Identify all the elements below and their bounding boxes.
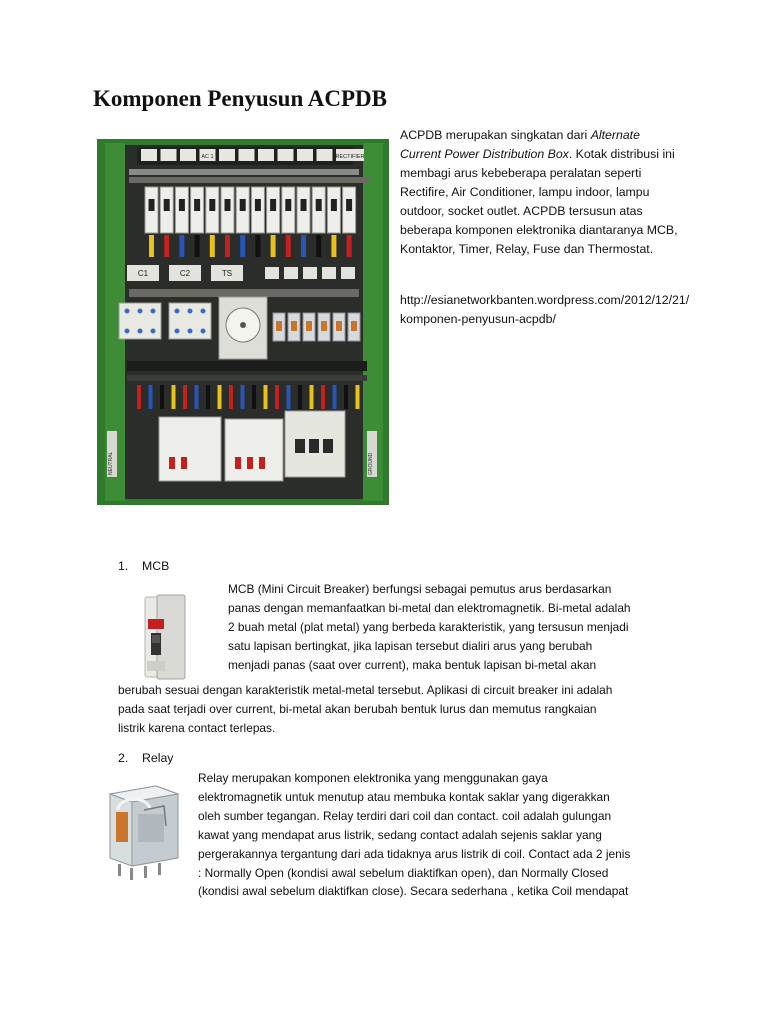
wire bbox=[195, 385, 199, 409]
panel-side-label-right: GROUND bbox=[368, 452, 374, 475]
mcb-paragraph-full bbox=[118, 681, 612, 738]
section-heading-mcb bbox=[118, 559, 169, 573]
wire bbox=[356, 385, 360, 409]
wire bbox=[240, 235, 245, 257]
source-url[interactable]: http://esianetworkbanten.wordpress.com/2012/12/21/komponen-penyusun-acpdb/ bbox=[400, 293, 690, 326]
panel-label-text: C2 bbox=[179, 269, 191, 278]
wire bbox=[225, 235, 230, 257]
relay-coil bbox=[276, 321, 282, 331]
wire bbox=[210, 235, 215, 257]
acpdb-panel-illustration bbox=[97, 139, 389, 505]
mcb-toggle bbox=[194, 199, 200, 211]
wire bbox=[179, 235, 184, 257]
panel-label-plate bbox=[278, 149, 294, 161]
paragraph-line: panas dengan memanfaatkan bi-metal dan elektromagnetik. Bi-metal adalah bbox=[228, 600, 631, 615]
panel-label-plate bbox=[141, 149, 157, 161]
relay-coil bbox=[321, 321, 327, 331]
wire bbox=[310, 385, 314, 409]
wire bbox=[252, 385, 256, 409]
wire bbox=[271, 235, 276, 257]
paragraph-line: MCB (Mini Circuit Breaker) berfungsi sebagai pemutus arus berdasarkan bbox=[228, 582, 612, 596]
paragraph-line: (kondisi awal sebelum diaktifkan close). Secara sederhana , ketika Coil mendapat bbox=[198, 884, 629, 899]
relay-paragraph bbox=[198, 769, 630, 901]
paragraph-line: elektromagnetik untuk menutup atau membuka kontak saklar yang digerakkan bbox=[198, 789, 610, 804]
wire bbox=[275, 385, 279, 409]
wire bbox=[333, 385, 337, 409]
relay-illustration bbox=[104, 780, 182, 882]
intro-lead: ACPDB merupakan singkatan dari bbox=[400, 128, 591, 142]
wire bbox=[264, 385, 268, 409]
mcb-toggle bbox=[270, 199, 276, 211]
wire bbox=[160, 385, 164, 409]
section-heading-relay bbox=[118, 751, 173, 765]
wire bbox=[347, 235, 352, 257]
wire bbox=[164, 235, 169, 257]
panel-label-plate bbox=[180, 149, 196, 161]
mcb-toggle bbox=[209, 199, 215, 211]
panel-label-plate bbox=[265, 267, 279, 279]
relay-coil bbox=[336, 321, 342, 331]
wire bbox=[321, 385, 325, 409]
paragraph-line: satu lapisan bertingkat, jika lapisan tersebut dialiri arus yang berubah bbox=[228, 638, 593, 653]
relay-image bbox=[104, 780, 182, 882]
mcb-image bbox=[133, 589, 195, 681]
paragraph-line: listrik karena contact terlepas. bbox=[118, 720, 276, 735]
relay-coil bbox=[306, 321, 312, 331]
wire bbox=[287, 385, 291, 409]
page-title: Komponen Penyusun ACPDB bbox=[93, 86, 387, 111]
paragraph-line: : Normally Open (kondisi awal sebelum diaktifkan open), dan Normally Closed bbox=[198, 865, 609, 880]
wire bbox=[241, 385, 245, 409]
paragraph-line: 2 buah metal (plat metal) yang berbeda karakteristik, yang tersusun menjadi bbox=[228, 619, 629, 634]
acpdb-panel-photo bbox=[97, 139, 389, 505]
panel-label-plate bbox=[322, 267, 336, 279]
mcb-toggle bbox=[179, 199, 185, 211]
mcb-toggle bbox=[316, 199, 322, 211]
panel-label-plate bbox=[317, 149, 333, 161]
wire bbox=[298, 385, 302, 409]
panel-label-plate bbox=[161, 149, 177, 161]
paragraph-line: pada saat terjadi over current, bi-metal akan berubah bentuk lurus dan memutus rangkaian bbox=[118, 701, 597, 716]
panel-label-text: C1 bbox=[137, 269, 149, 278]
intro-paragraph bbox=[400, 126, 682, 259]
mcb-toggle bbox=[255, 199, 261, 211]
panel-label-plate bbox=[303, 267, 317, 279]
wire bbox=[301, 235, 306, 257]
paragraph-line: kawat yang mendapat arus listrik, sedang contact adalah sejenis saklar yang bbox=[198, 827, 602, 842]
panel-label-plate bbox=[258, 149, 274, 161]
paragraph-line: berubah sesuai dengan karakteristik metal-metal tersebut. Aplikasi di circuit breaker ini adalah bbox=[118, 683, 613, 697]
paragraph-line: menjadi panas (saat over current), maka bentuk lapisan bi-metal akan bbox=[228, 657, 597, 672]
wire bbox=[195, 235, 200, 257]
wire bbox=[255, 235, 260, 257]
panel-label-plate bbox=[297, 149, 313, 161]
panel-label-text: AC 1 bbox=[201, 154, 214, 160]
wire bbox=[149, 385, 153, 409]
wire bbox=[331, 235, 336, 257]
wire bbox=[137, 385, 141, 409]
wire bbox=[229, 385, 233, 409]
intro-italic: Alternate Current Power Distribution Box bbox=[400, 128, 640, 161]
panel-label-text: TS bbox=[221, 269, 233, 278]
mcb-toggle bbox=[346, 199, 352, 211]
intro-rest: . Kotak distribusi ini membagi arus kebeberapa peralatan seperti Rectifire, Air Conditioner, lampu indoor, lampu outdoor, socket outlet. ACPDB tersusun atas beberapa komponen elektronika diantaranya MCB, Kontaktor, Timer, Relay, Fuse dan Thermostat. bbox=[400, 147, 678, 256]
panel-label-plate bbox=[219, 149, 235, 161]
wire bbox=[286, 235, 291, 257]
mcb-toggle bbox=[149, 199, 155, 211]
mcb-illustration bbox=[133, 589, 195, 681]
wire bbox=[316, 235, 321, 257]
section-number: 1. bbox=[118, 559, 129, 573]
paragraph-line: pergerakannya tergantung dari ada tidaknya arus listrik di coil. Contact ada 2 jenis bbox=[198, 846, 631, 861]
mcb-toggle bbox=[164, 199, 170, 211]
section-title: MCB bbox=[142, 559, 170, 573]
panel-label-plate bbox=[239, 149, 255, 161]
mcb-paragraph-indented bbox=[228, 580, 631, 675]
panel-label-plate bbox=[284, 267, 298, 279]
paragraph-line: oleh sumber tegangan. Relay terdiri dari coil dan contact. coil adalah gulungan bbox=[198, 808, 612, 823]
wire bbox=[344, 385, 348, 409]
mcb-toggle bbox=[240, 199, 246, 211]
panel-side-label-left: NEUTRAL bbox=[108, 451, 114, 475]
section-title: Relay bbox=[142, 751, 174, 765]
wire bbox=[172, 385, 176, 409]
panel-label-text: RECTIFIER bbox=[335, 154, 365, 160]
mcb-toggle bbox=[225, 199, 231, 211]
relay-coil bbox=[291, 321, 297, 331]
section-number: 2. bbox=[118, 751, 129, 765]
wire bbox=[149, 235, 154, 257]
mcb-toggle bbox=[301, 199, 307, 211]
wire bbox=[218, 385, 222, 409]
wire bbox=[206, 385, 210, 409]
mcb-toggle bbox=[331, 199, 337, 211]
mcb-toggle bbox=[285, 199, 291, 211]
paragraph-line: Relay merupakan komponen elektronika yang menggunakan gaya bbox=[198, 771, 548, 785]
relay-coil bbox=[351, 321, 357, 331]
wire bbox=[183, 385, 187, 409]
panel-label-plate bbox=[341, 267, 355, 279]
